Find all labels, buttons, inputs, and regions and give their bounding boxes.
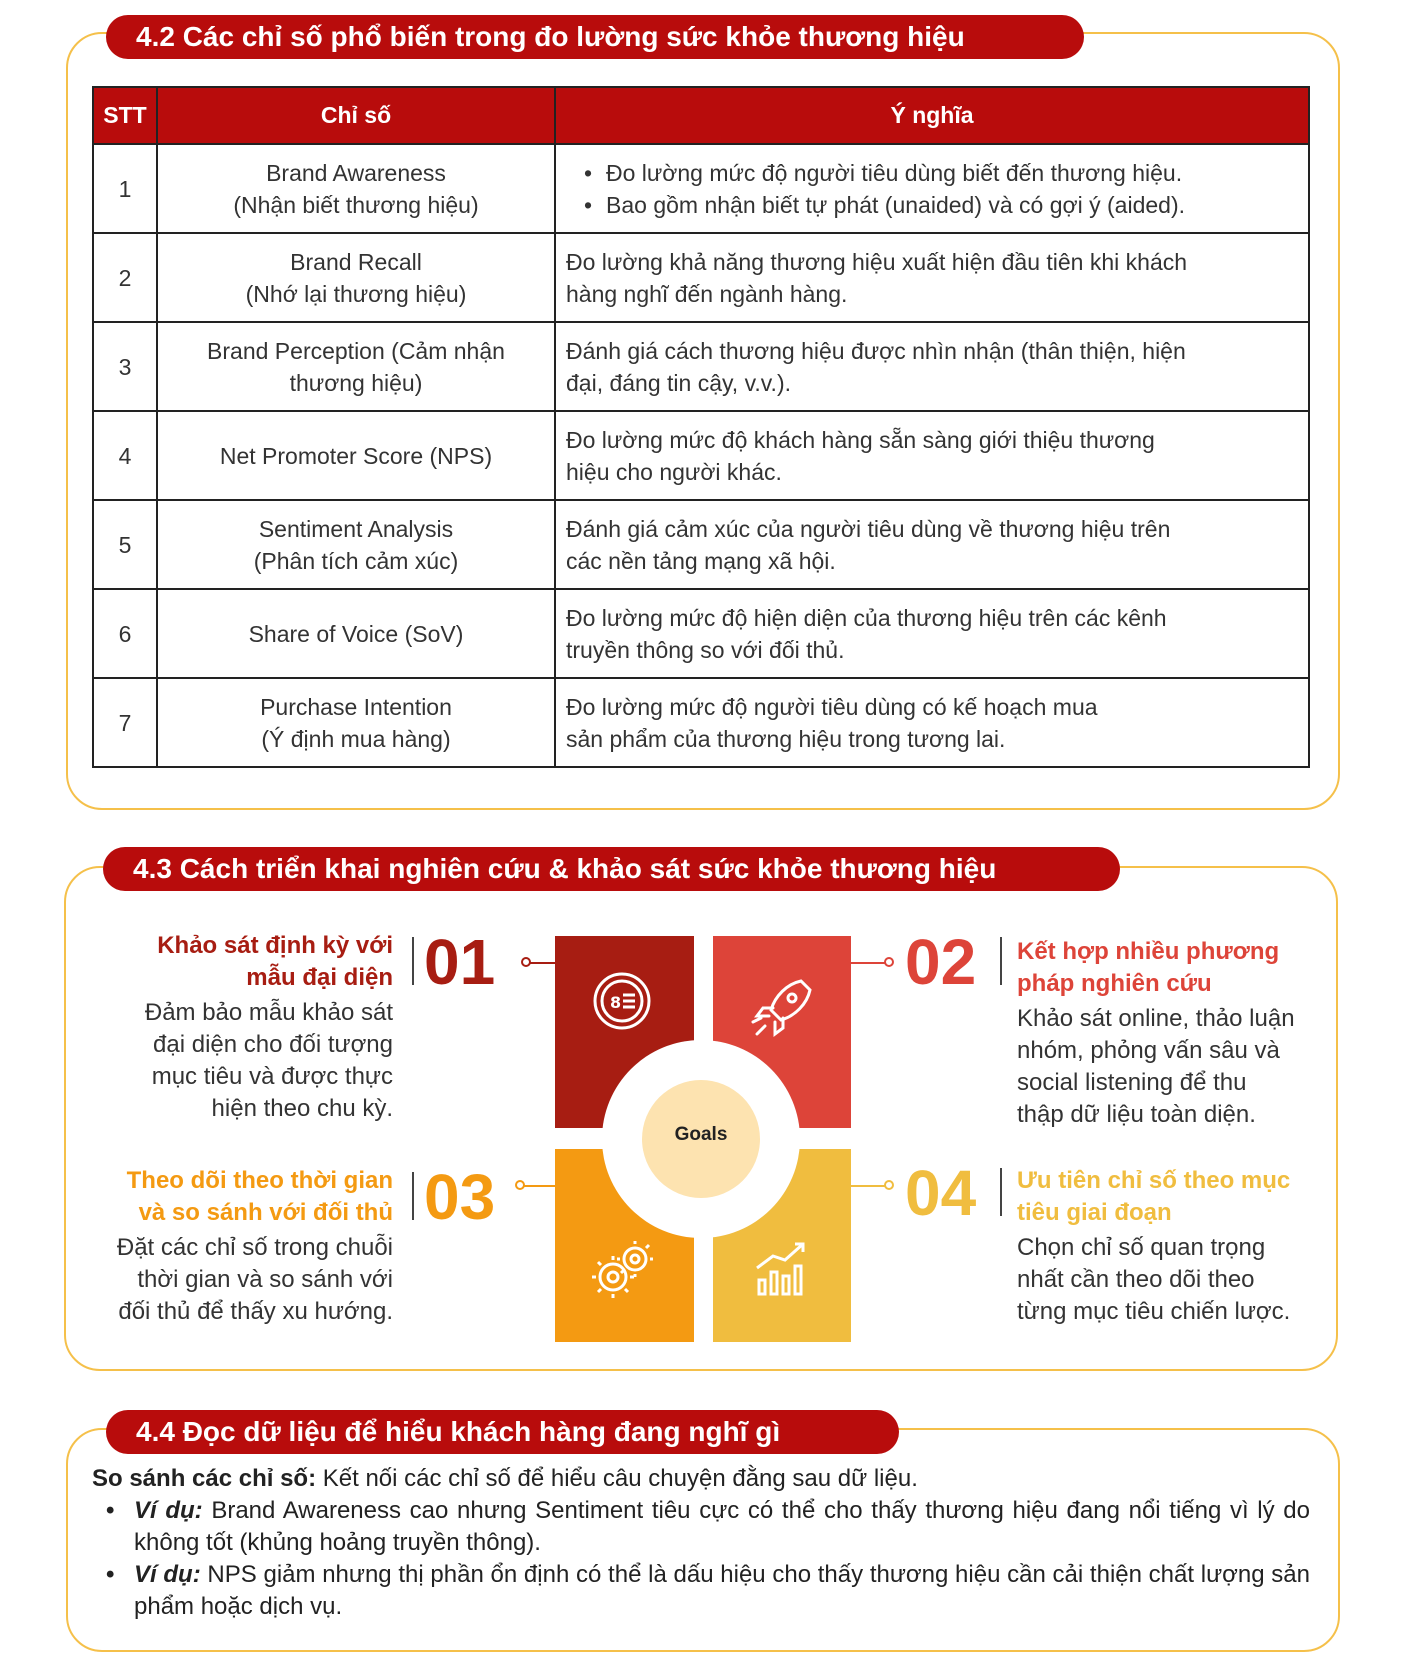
row-meaning: Đo lường mức độ khách hàng sẵn sàng giới thiệu thương hiệu cho người khác. [555, 411, 1309, 500]
header-meaning: Ý nghĩa [555, 87, 1309, 144]
row-stt: 5 [93, 500, 157, 589]
row-stt: 6 [93, 589, 157, 678]
row-metric: Net Promoter Score (NPS) [157, 411, 555, 500]
section-42-title: 4.2 Các chỉ số phổ biến trong đo lường sức khỏe thương hiệu [106, 15, 1084, 59]
table-row [93, 233, 1309, 322]
step-02-divider [1000, 937, 1002, 985]
row-meaning [555, 144, 1309, 233]
step-04-title: Ưu tiên chỉ số theo mục tiêu giai đoạn [1017, 1167, 1291, 1226]
connector-03 [520, 1185, 556, 1187]
table-row [93, 500, 1309, 589]
step-03-number: 03 [424, 1161, 496, 1233]
table-row [93, 144, 1309, 233]
connector-04 [848, 1185, 886, 1187]
meaning-bullet: • Đo lường mức độ người tiêu dùng biết đến thương hiệu. [566, 157, 1298, 189]
step-03-title: Theo dõi theo thời gian và so sánh với đối thủ [126, 1167, 393, 1226]
table-row [93, 411, 1309, 500]
step-01-number: 01 [424, 926, 496, 998]
row-metric: Share of Voice (SoV) [157, 589, 555, 678]
goals-label: Goals [674, 1124, 728, 1145]
step-02-number: 02 [905, 926, 977, 998]
table-header-row [93, 87, 1309, 144]
step-01-divider [412, 937, 414, 985]
row-meaning: Đánh giá cách thương hiệu được nhìn nhận (thân thiện, hiện đại, đáng tin cậy, v.v.). [555, 322, 1309, 411]
table-row [93, 678, 1309, 767]
svg-text:8: 8 [610, 993, 622, 1012]
example-item: • Ví dụ: NPS giảm nhưng thị phần ổn định có thể là dấu hiệu cho thấy thương hiệu cần cải thiện chất lượng sản phẩm hoặc dịch vụ. [92, 1559, 1310, 1623]
connector-dot-04 [884, 1180, 894, 1190]
row-stt: 3 [93, 322, 157, 411]
step-01-title: Khảo sát định kỳ với mẫu đại diện [157, 932, 393, 991]
header-stt: STT [93, 87, 157, 144]
section-43-title: 4.3 Cách triển khai nghiên cứu & khảo sát sức khỏe thương hiệu [103, 847, 1120, 891]
row-stt: 4 [93, 411, 157, 500]
table-row [93, 589, 1309, 678]
row-stt: 1 [93, 144, 157, 233]
row-metric: Brand Perception (Cảm nhận thương hiệu) [157, 322, 555, 411]
connector-dot-01 [521, 957, 531, 967]
header-metric: Chỉ số [157, 87, 555, 144]
step-04-body: Chọn chỉ số quan trọng nhất cần theo dõi theo từng mục tiêu chiến lược. [1017, 1234, 1291, 1325]
row-metric: Purchase Intention (Ý định mua hàng) [157, 678, 555, 767]
section-44-lead: So sánh các chỉ số: Kết nối các chỉ số để hiểu câu chuyện đằng sau dữ liệu. [92, 1465, 918, 1492]
connector-dot-03 [515, 1180, 525, 1190]
step-03-body: Đặt các chỉ số trong chuỗi thời gian và so sánh với đối thủ để thấy xu hướng. [116, 1234, 393, 1325]
meaning-bullet: • Bao gồm nhận biết tự phát (unaided) và có gợi ý (aided). [566, 189, 1298, 221]
row-stt: 7 [93, 678, 157, 767]
example-item: • Ví dụ: Brand Awareness cao nhưng Sentiment tiêu cực có thể cho thấy thương hiệu đang nổi tiếng vì lý do không tốt (khủng hoảng truyền thông). [92, 1495, 1310, 1559]
row-metric: Brand Recall (Nhớ lại thương hiệu) [157, 233, 555, 322]
metrics-table [92, 86, 1310, 768]
step-04-divider [1000, 1168, 1002, 1216]
row-meaning: Đo lường mức độ người tiêu dùng có kế hoạch mua sản phẩm của thương hiệu trong tương lai. [555, 678, 1309, 767]
section-44-title: 4.4 Đọc dữ liệu để hiểu khách hàng đang nghĩ gì [106, 1410, 899, 1454]
step-02-body: Khảo sát online, thảo luận nhóm, phỏng vấn sâu và social listening để thu thập dữ liệu toàn diện. [1017, 1005, 1295, 1128]
step-04-number: 04 [905, 1157, 977, 1229]
step-02-title: Kết hợp nhiều phương pháp nghiên cứu [1017, 938, 1280, 997]
table-row [93, 322, 1309, 411]
row-meaning: Đo lường mức độ hiện diện của thương hiệu trên các kênh truyền thông so với đối thủ. [555, 589, 1309, 678]
section-44-content [92, 1463, 1310, 1623]
row-stt: 2 [93, 233, 157, 322]
step-01-body: Đảm bảo mẫu khảo sát đại diện cho đối tượng mục tiêu và được thực hiện theo chu kỳ. [144, 999, 393, 1122]
row-meaning: Đo lường khả năng thương hiệu xuất hiện đầu tiên khi khách hàng nghĩ đến ngành hàng. [555, 233, 1309, 322]
step-03-divider [412, 1172, 414, 1220]
connector-dot-02 [884, 957, 894, 967]
row-meaning: Đánh giá cảm xúc của người tiêu dùng về thương hiệu trên các nền tảng mạng xã hội. [555, 500, 1309, 589]
row-metric: Brand Awareness (Nhận biết thương hiệu) [157, 144, 555, 233]
row-metric: Sentiment Analysis (Phân tích cảm xúc) [157, 500, 555, 589]
connector-02 [848, 962, 886, 964]
